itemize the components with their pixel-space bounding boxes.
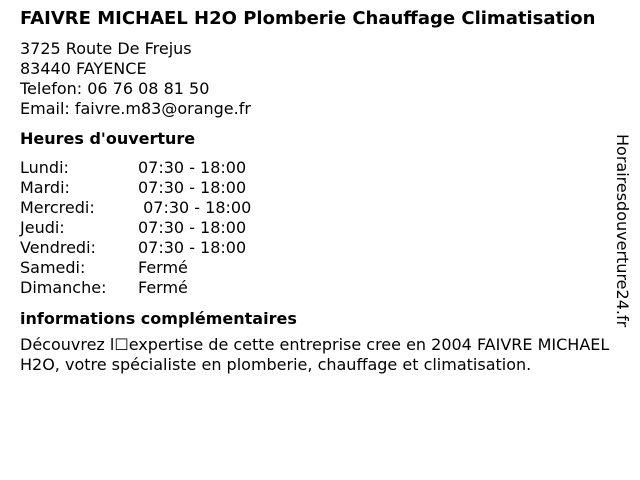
hours-row-samedi [20,258,620,278]
business-name: FAIVRE MICHAEL H2O Plomberie Chauffage Climatisation [20,8,596,29]
hours-heading: Heures d'ouverture [20,129,196,148]
hours-row-vendredi [20,238,620,258]
day-label: Jeudi: [20,218,65,237]
hours-row-mercredi [20,198,620,218]
day-label: Vendredi: [20,238,96,257]
day-hours: 07:30 - 18:00 [138,158,247,177]
hours-row-dimanche [20,278,620,298]
day-hours: 07:30 - 18:00 [138,178,247,197]
day-label: Mardi: [20,178,70,197]
day-label: Mercredi: [20,198,95,217]
contact-block [20,39,620,119]
day-hours: 07:30 - 18:00 [138,218,247,237]
site-watermark: Horairesdouverture24.fr [613,134,632,328]
hours-row-mardi [20,178,620,198]
info-heading: informations complémentaires [20,309,297,328]
business-card [20,8,620,375]
day-hours: 07:30 - 18:00 [138,238,247,257]
address-street: 3725 Route De Frejus [20,39,192,58]
day-label: Dimanche: [20,278,107,297]
phone-line: Telefon: 06 76 08 81 50 [20,79,210,98]
day-label: Samedi: [20,258,86,277]
day-hours: 07:30 - 18:00 [138,198,252,217]
day-label: Lundi: [20,158,69,177]
day-hours: Fermé [138,278,188,297]
info-text: Découvrez l☐expertise de cette entreprise cree en 2004 FAIVRE MICHAEL H2O, votre spécialiste en plomberie, chauffage et climatisation. [20,335,610,374]
hours-row-jeudi [20,218,620,238]
hours-table [20,158,620,298]
day-hours: Fermé [138,258,188,277]
email-line: Email: faivre.m83@orange.fr [20,99,251,118]
address-city: 83440 FAYENCE [20,59,147,78]
hours-row-lundi [20,158,620,178]
